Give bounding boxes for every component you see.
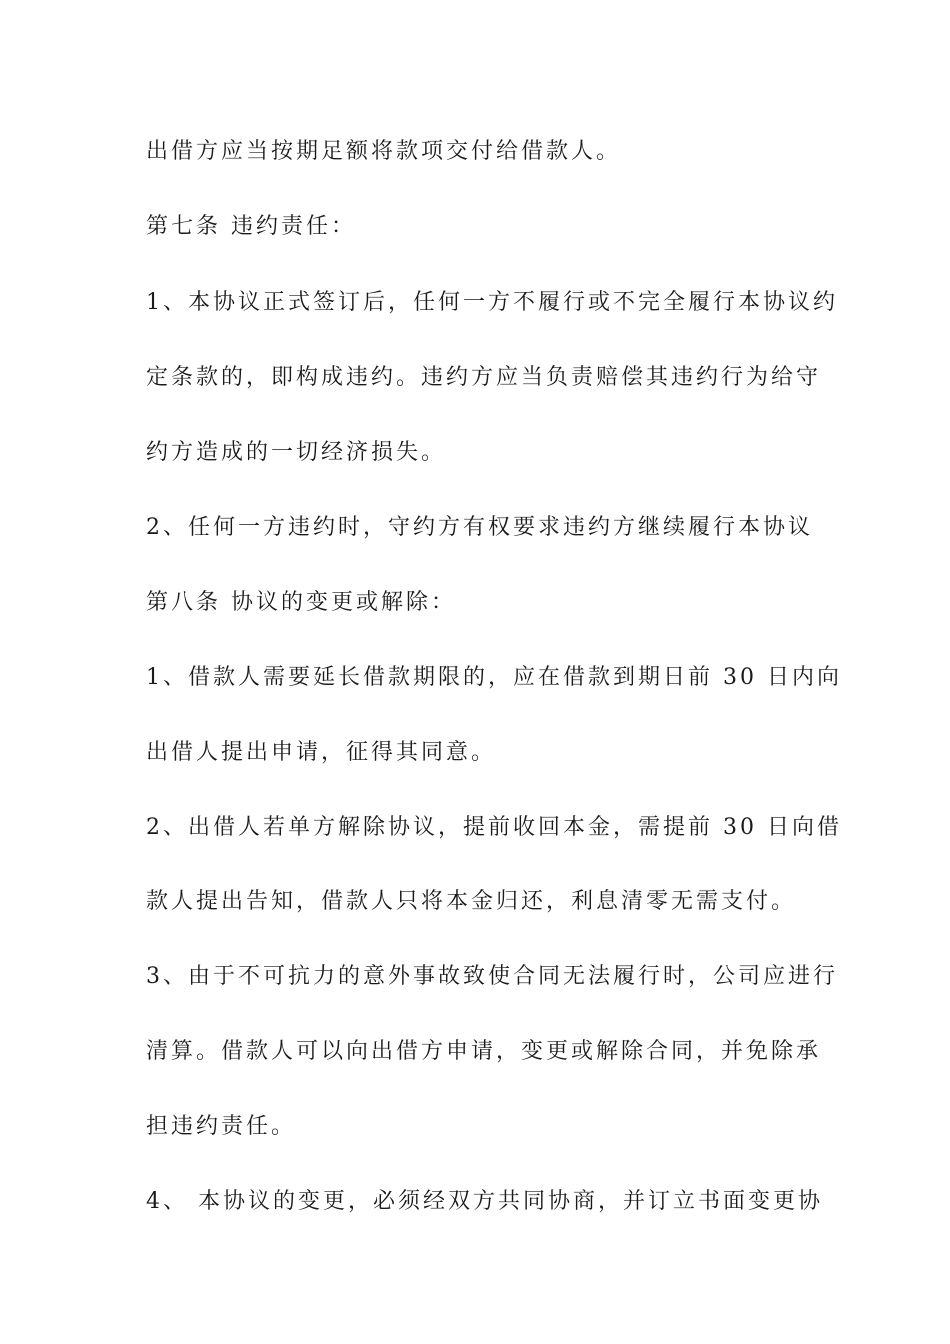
paragraph-line-9: 出借人提出申请，征得其同意。 xyxy=(146,740,497,765)
paragraph-line-1: 出借方应当按期足额将款项交付给借款人。 xyxy=(146,139,622,164)
article-7-heading: 第七条 违约责任： xyxy=(146,214,356,239)
paragraph-line-3: 1、本协议正式签订后，任何一方不履行或不完全履行本协议约 xyxy=(146,290,838,315)
paragraph-line-15: 4、 本协议的变更，必须经双方共同协商，并订立书面变更协 xyxy=(146,1189,823,1214)
paragraph-line-5: 约方造成的一切经济损失。 xyxy=(146,440,447,465)
paragraph-line-10: 2、出借人若单方解除协议，提前收回本金，需提前 30 日向借 xyxy=(146,815,842,840)
paragraph-line-14: 担违约责任。 xyxy=(146,1114,297,1139)
article-8-heading: 第八条 协议的变更或解除： xyxy=(146,590,456,615)
paragraph-line-11: 款人提出告知，借款人只将本金归还，利息清零无需支付。 xyxy=(146,889,797,914)
paragraph-line-13: 清算。借款人可以向出借方申请，变更或解除合同，并免除承 xyxy=(146,1039,822,1064)
paragraph-line-4: 定条款的，即构成违约。违约方应当负责赔偿其违约行为给守 xyxy=(146,365,822,390)
paragraph-line-8: 1、借款人需要延长借款期限的，应在借款到期日前 30 日内向 xyxy=(146,665,842,690)
paragraph-line-6: 2、任何一方违约时，守约方有权要求违约方继续履行本协议 xyxy=(146,515,813,540)
paragraph-line-12: 3、由于不可抗力的意外事故致使合同无法履行时，公司应进行 xyxy=(146,964,838,989)
